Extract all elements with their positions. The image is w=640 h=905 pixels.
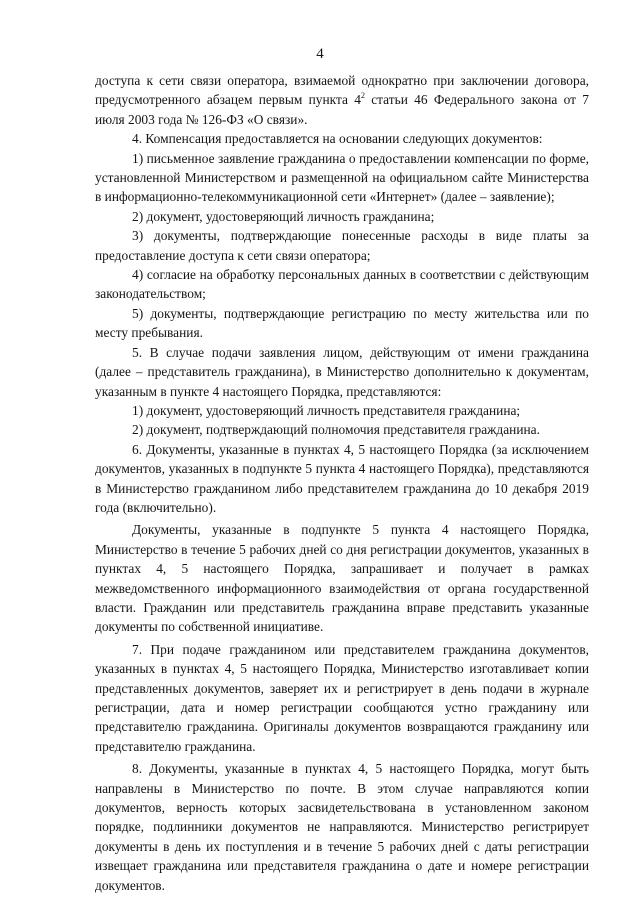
paragraph-6-continued: Документы, указанные в подпункте 5 пункта 4 настоящего Порядка, Министерство в течение 5 рабочих дней со дня регистрации документов, указанных в пунктах 4, 5 настоящего Порядка, запрашивает и получает в рамках межведомственного информационного взаимодействия от органа государственной власти. Гражданин или представитель гражданина вправе представить указанные документы по собственной инициативе.: [95, 522, 589, 635]
paragraph-5: 5. В случае подачи заявления лицом, действующим от имени гражданина (далее – представитель гражданина), в Министерство дополнительно к документам, указанным в пункте 4 настоящего Порядка, представляются:: [95, 344, 589, 399]
paragraph-4-item-2: 2) документ, удостоверяющий личность гражданина;: [132, 208, 435, 224]
paragraph-4-item-4: 4) согласие на обработку персональных данных в соответствии с действующим законодательством;: [95, 267, 589, 302]
document-body: [95, 71, 589, 895]
paragraph-continued-tail: статьи 46 Федерального закона от 7 июля 2003 года № 126-ФЗ «О связи».: [95, 92, 590, 127]
paragraph-4: 4. Компенсация предоставляется на основании следующих документов:: [132, 131, 543, 147]
paragraph-continued-text: доступа к сети связи оператора, взимаемой однократно при заключении договора, предусмотренного абзацем первым пункта 4: [95, 73, 589, 108]
paragraph-continued: [95, 71, 589, 129]
paragraph-8: 8. Документы, указанные в пунктах 4, 5 настоящего Порядка, могут быть направлены в Министерство по почте. В этом случае направляются копии документов, верность которых засвидетельствована в установленном законом порядке, подлинники документов не направляются. Министерство регистрирует документы в день их поступления и в течение 5 рабочих дней с даты регистрации извещает гражданина или представителя гражданина о дате и номере регистрации документов.: [95, 761, 589, 893]
page-number: 4: [316, 46, 324, 62]
superscript: 2: [360, 91, 365, 101]
paragraph-4-item-1: 1) письменное заявление гражданина о предоставлении компенсации по форме, установленной Министерством и размещенной на официальном сайте Министерства в информационно-телекоммуникационной сети «Интернет» (далее – заявление);: [95, 150, 589, 205]
paragraph-5-item-1: 1) документ, удостоверяющий личность представителя гражданина;: [132, 402, 521, 418]
paragraph-4-item-5: 5) документы, подтверждающие регистрацию по месту жительства или по месту пребывания.: [95, 305, 589, 341]
paragraph-7: 7. При подаче гражданином или представителем гражданина документов, указанных в пунктах 4, 5 настоящего Порядка, Министерство изготавливает копии представленных документов, заверяет их и регистрирует в день подачи в журнале регистрации, дата и номер регистрации сообщаются устно гражданину или представителю гражданина. Оригиналы документов возвращаются гражданину или представителю гражданина.: [95, 641, 589, 754]
paragraph-6: 6. Документы, указанные в пунктах 4, 5 настоящего Порядка (за исключением документов, указанных в подпункте 5 пункта 4 настоящего Порядка), представляются в Министерство гражданином либо представителем гражданина до 10 декабря 2019 года (включительно).: [95, 441, 589, 515]
paragraph-4-item-3: 3) документы, подтверждающие понесенные расходы в виде платы за предоставление доступа к сети связи оператора;: [95, 228, 589, 263]
paragraph-5-item-2: 2) документ, подтверждающий полномочия представителя гражданина.: [132, 422, 540, 438]
